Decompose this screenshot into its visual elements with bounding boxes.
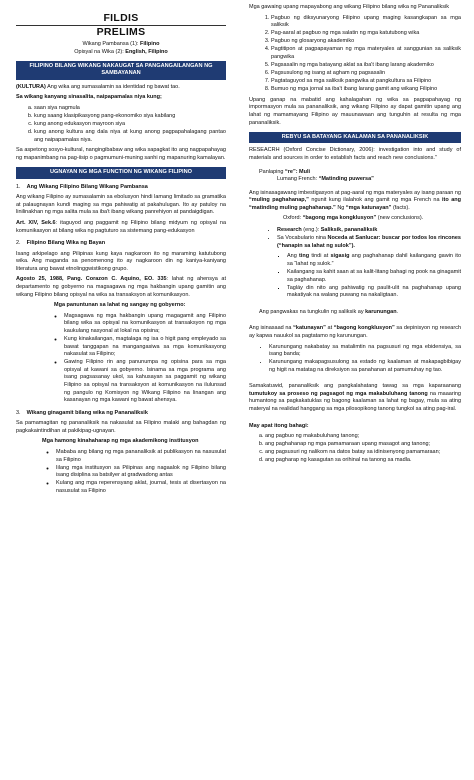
list-item: c. ang pagsusuri ng nalikom na datos batay sa idinisenyong pamamaraan;	[265, 449, 461, 457]
gawain-intro: Mga gawaing upang mapayabong ang wikang Filipino bilang wika ng Pananaliksik	[249, 4, 449, 10]
akademiko-heading: Mga hamong kinahaharap ng mga akademikong institusyon	[42, 438, 199, 445]
akademiko-list	[16, 449, 226, 495]
section-header-rebyu: REBYU SA BATAYANG KAALAMAN SA PANANALIKSIK	[249, 132, 461, 143]
panuntunan-heading: Mga panuntunan sa lahat ng sangay ng gobyerno:	[54, 302, 186, 309]
research-sub-list	[249, 253, 461, 299]
research-list	[249, 227, 461, 250]
sosyo-kultural-paragraph: Sa aspetong sosyo-kultural, nangingibabaw ang wika sapagkat ito ang nagpapahayag ng mapanimbang na pag-iisip o pagmumuni-muning sanhi ng mapanuring kamalayan.	[16, 147, 226, 161]
section-header-ugnayan: UGNAYAN NG MGA FUNCTION NG WIKANG FILIPINO	[16, 167, 226, 178]
list-item: 6. Pagsusulong ng isang at agham ng pagsasalin	[271, 70, 461, 78]
document-subtitle: PRELIMS	[16, 25, 226, 38]
list-item: ◦ Gawing Filipino rin ang panunumpa ng opisina para sa mga opisyal at kawani sa gobyerno. Isinama sa mga programa ang isang pagsasanay ukol, sa kahusayan sa paggamit ng wikang Filipino sa opisyal na transaksyon at komunikasyon na ilulunsad ng pangulo ng Komisyon ng Wikang Filipino na linangan ang kasanayan ng mga kawani ng bawat ahensya.	[64, 359, 226, 404]
list-item: c. kung anong edukasyon mayroon siya	[34, 121, 226, 129]
section-header-filipino-nakaugat: FILIPINO BILANG WIKANG NAKAUGAT SA PANGANGAILANGAN NG SAMBAYANAN	[16, 61, 226, 80]
french-line: Lumang French: “Matinding puwersa”	[277, 176, 374, 183]
karunungan-list	[249, 344, 461, 375]
list-item: ▪ Ang ting tindi at sigasig ang paghahanap dahil kailangang gawin ito sa “lahat ng sulok.”	[287, 253, 461, 268]
list-item: ◦ Kulang ang mga reperensyang aklat, journal, tesis at disertasyon na nasusulat sa Filipino	[56, 480, 226, 495]
item2-heading: 2. Filipino Bilang Wika ng Bayan	[16, 240, 106, 247]
list-item: 7. Pagtataguyod sa mga saliksik pangwika at pangkultura sa Filipino	[271, 78, 461, 86]
list-item: d. ang pagharap ng kasagutan sa orihinal na tanong sa madla.	[265, 457, 461, 465]
list-item: ◦ Kung kinakailangan, magtalaga ng isa o higit pang empleyado sa bawat tanggapan na mangangasiwa sa mga komunikasyong nakasulat sa Filipino;	[64, 336, 226, 359]
list-item: • Research (eng.): Saliksik, pananaliksik	[277, 227, 461, 235]
upang-paragraph: Upang ganap na mabatid ang kahalagahan ng wika sa pagpapahayag ng impormasyon mula sa pananaliksik, ang wikang Filipino ay dapat gamitin upang ang lahat ng mamamayang Filipino ay mauunawaan ang tunguhin at resulta ng mga pananaliksik.	[249, 96, 461, 126]
list-item: b. kung saang klasipikasyong pang-ekonomiko siya kabilang	[34, 113, 226, 121]
isinasagawa-paragraph: Ang isinasagawang imbestigasyon at pag-aaral ng mga materyales ay isang paraan ng “muling paghahanap,” ngunit kung ilalahok ang gamit ng mga French na ito ang “matinding muling paghahanap.” Ng “mga katunayan” (facts).	[249, 189, 461, 211]
opisyal-na-wika-line: Opisyal na Wika (2): English, Filipino	[74, 48, 168, 55]
bahagi-list	[249, 433, 461, 465]
item2-paragraph: Isang arkipelago ang Pilipinas kung kaya nagkaroon ito ng maraming katutubong wika. Ang maganda sa penomenong ito ay nagkaroon din ng kaniya-kaniyang literatura ang bawat etnolinggwistikong grupo.	[16, 250, 226, 272]
item1-heading: 1. Ang Wikang Filipino Bilang Wikang Pambansa	[16, 183, 148, 190]
document-title: FILDIS	[103, 12, 139, 24]
oxford-line: Oxford: “bagong mga kongklusyon” (new conclusions).	[283, 215, 424, 222]
list-item: a. saan siya nagmula	[34, 105, 226, 113]
samakatuwid-paragraph: Samakatuwid, pananaliksik ang pangkalahatang tawag sa mga kaparaanang tumutukoy sa proseso ng pagsagot ng mga makabuluhang tanong na maaaring humantong sa pagkakatuklas ng bagong kaalaman sa lahat ng bagay, mula sa ating materyal na realidad hanggang sa mga pilosopikong tanong tungkol sa ating pag-iral.	[249, 383, 461, 413]
list-item: 4. Pagtitipon at pagpapayaman ng mga materyales at sanggunian sa saliksik pangwika	[271, 46, 461, 61]
list-item: ▪ Kailangang sa kahit saan at sa kalit-litang bahagi ng pook na ginagamit sa paghahanap.	[287, 269, 461, 284]
left-column	[16, 13, 226, 499]
gawain-list	[249, 15, 461, 94]
list-item: ◦ Mababa ang bilang ng mga pananaliksik at publikasyon na nasusulat sa Filipino	[56, 449, 226, 464]
list-item: a. ang pagbuo ng makabuluhang tanong;	[265, 433, 461, 441]
list-item: d. kung anong kultura ang dala niya at kung anong pagpapahalagang pantao ang naipapamalas niya.	[34, 129, 226, 144]
item3-heading: 3. Wikang ginagamit bilang wika ng Pananaliksik	[16, 409, 148, 416]
sinasalita-heading: Sa wikang kanyang sinasalita, naipapamalas niya kung;	[16, 94, 162, 101]
list-item: • Sa Vocabulario nina Noceda at Sanlucar: buscar por todos los rincones (“hanapin sa lahat ng sulok”).	[277, 235, 461, 250]
kultura-paragraph: (KULTURA) Ang wika ang sumasalamin sa identidad ng bawat tao.	[16, 83, 180, 90]
right-column	[249, 4, 461, 468]
list-item: b. ang paghahanap ng mga pamamaraan upang masagot ang tanong;	[265, 441, 461, 449]
item1-paragraph: Ang wikang Filipino ay sumasalamin sa ebolusyon hindi lamang limitado sa gramatika at palaugnayan kundi maging sa mga pahiwatig at pakahulugan. Ito ay patuloy na linilinakhan ng mga salita mula sa iba't ibang wikang panrehiyon at pandaigdigan.	[16, 194, 226, 216]
agosto-paragraph: Agosto 25, 1988, Pang. Corazon C. Aquino, EO. 335: lahat ng ahensya at departamento ng gobyerno na magsagawa ng mga hakbangin upang gamitin ang wikang Filipino bilang opisyal na wika sa transaksyon at komunikasyon.	[16, 276, 226, 298]
isinasaad-paragraph: Ang isinasaad na “katunayan” at “bagong kongklusyon” sa depinisyon ng research ay kapwa nauukol sa pagtatamo ng karunungan.	[249, 325, 462, 339]
list-item: 2. Pag-aaral at pagbuo ng mga salatin ng mga katutubong wika	[271, 30, 461, 38]
list-item: ▪ Tagláy din nito ang pahiwatig ng paulit-ulit na paghahanap upang makatiyak na walang puwang na nakaligtaan.	[287, 285, 461, 300]
pangwakas-line: Ang pangwakas na tungkulin ng saliksik ay karunungan.	[259, 308, 399, 315]
bahagi-heading: May apat itong bahagi:	[249, 422, 309, 429]
panuntunan-list	[16, 313, 226, 405]
wikang-pambansa-line: Wikang Pambansa (1): Filipino	[82, 41, 160, 48]
research-definition: RESEACRH (Oxford Concise Dictionary, 2006): investigation into and study of materials and sources in order to establish facts and reach new conclusions.”	[249, 147, 461, 162]
panlapi-line: Panlaping “re”: Muli	[259, 168, 311, 175]
list-item: 8. Bumuo ng mga jornal sa iba't ibang larang gamit ang wikang Filipino	[271, 86, 461, 94]
list-item: ◦ Iilang mga institusyon sa Pilipinas ang nagaalok ng Filipino bilang isang disiplina sa batsilyer at gradwadong antas	[56, 465, 226, 480]
art-xiv-paragraph: Art. XIV, Sek.6: itaguyod ang paggamit ng Filipino bilang midyum ng opisyal na komunikasyon at bilang wika ng pagtuturo sa sistemang pang-edukasyon	[16, 220, 226, 234]
sinasalita-list	[16, 105, 226, 144]
list-item: 1. Pagbuo ng diksyunaryong Filipino upang maging kasangkapan sa mga saliksik	[271, 15, 461, 30]
list-item: ◦ Magsagawa ng mga hakbangin upang magagamit ang Filipino bilang wika sa opisyal na komunikasyon at transaksyon ng mga kaukulang nasyonal at lokal na opisina;	[64, 313, 226, 336]
list-item: • Karunungang makapagsusulong sa estado ng kaalaman at makapagbibigay ng higit na matatag na direksiyon sa panahanan at pamumuhay ng tao.	[269, 359, 461, 374]
list-item: 5. Pagsasalin ng mga batayang aklat sa iba't ibang larang akademiko	[271, 62, 461, 70]
list-item: 3. Pagbuo ng glosaryong akademiko	[271, 38, 461, 46]
item3-paragraph: Sa pamamagitan ng pananaliksik na nakasulat sa Filipino malaki ang bahagdan ng pagkakaintindihan at pakikipag-ugnayan.	[16, 420, 226, 434]
list-item: • Karunungang nakabatay sa matalimtin na pagsusuri ng mga ebidensiya, sa isang banda;	[269, 344, 461, 359]
